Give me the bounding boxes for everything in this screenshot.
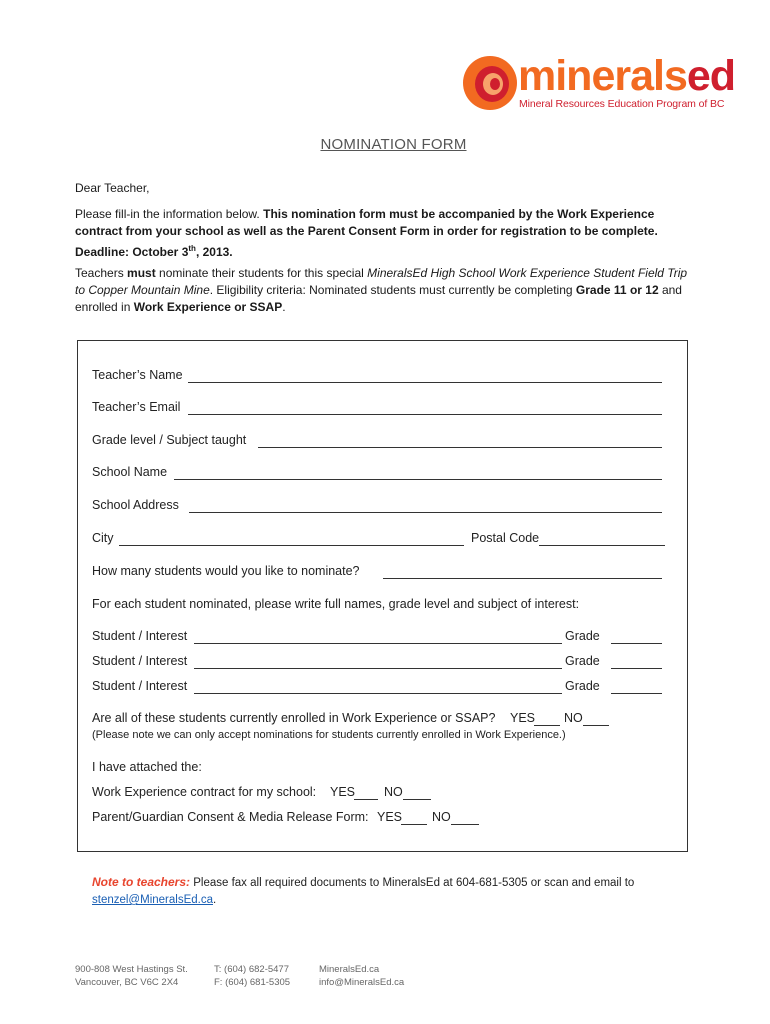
- footer-telephone: T: (604) 682-5477: [214, 964, 289, 975]
- enrolled-question: Are all of these students currently enrolled in Work Experience or SSAP?: [92, 711, 496, 725]
- criteria-paragraph: [75, 265, 700, 316]
- logo-wordmark: [518, 52, 735, 100]
- contract-label: Work Experience contract for my school:: [92, 785, 317, 799]
- intro-bold-end: , 2013.: [195, 245, 233, 259]
- teacher-email-label: Teacher’s Email: [92, 400, 181, 414]
- note-label: Note to teachers:: [92, 875, 191, 889]
- teacher-email-row: [92, 400, 662, 420]
- consent-row: [92, 810, 662, 830]
- contract-no-field[interactable]: [403, 798, 431, 800]
- grade-label: Grade: [565, 679, 600, 693]
- note-email-link[interactable]: stenzel@MineralsEd.ca: [92, 894, 213, 906]
- grade-subject-field[interactable]: [258, 446, 662, 448]
- teacher-name-field[interactable]: [188, 381, 662, 383]
- footer-email-link[interactable]: info@MineralsEd.ca: [319, 977, 405, 988]
- grade-label: Grade: [565, 654, 600, 668]
- city-row: [92, 531, 665, 551]
- consent-yes-field[interactable]: [401, 823, 427, 825]
- contract-yes-field[interactable]: [354, 798, 378, 800]
- enrolled-note: (Please note we can only accept nominations for students currently enrolled in Work Experience.): [92, 729, 566, 741]
- grade-subject-label: Grade level / Subject taught: [92, 433, 247, 447]
- consent-no-label: NO: [432, 810, 451, 824]
- student-label: Student / Interest: [92, 679, 188, 693]
- contract-yes-label: YES: [330, 785, 356, 799]
- teacher-name-label: Teacher’s Name: [92, 368, 183, 382]
- intro-plain: Please fill-in the information below.: [75, 207, 264, 221]
- how-many-label: How many students would you like to nominate?: [92, 564, 360, 578]
- city-field[interactable]: [119, 544, 464, 546]
- logo-tagline: Mineral Resources Education Program of BC: [519, 98, 725, 110]
- instruction-row: [92, 597, 662, 617]
- mineralsed-logo-icon: [462, 55, 518, 111]
- greeting: Dear Teacher,: [75, 181, 150, 195]
- postal-code-label: Postal Code: [471, 531, 540, 545]
- grade-label: Grade: [565, 629, 600, 643]
- student-label: Student / Interest: [92, 629, 188, 643]
- intro-paragraph: [75, 206, 700, 261]
- student-grade-field[interactable]: [611, 642, 662, 644]
- student-grade-field[interactable]: [611, 692, 662, 694]
- contract-row: [92, 785, 662, 805]
- intro-sup: th: [188, 244, 196, 253]
- criteria-text-1: Teachers: [75, 266, 128, 280]
- school-name-field[interactable]: [174, 478, 662, 480]
- student-row: [92, 629, 662, 649]
- criteria-text-2: nominate their students for this special: [155, 266, 368, 280]
- student-interest-field[interactable]: [194, 642, 562, 644]
- student-interest-field[interactable]: [194, 667, 562, 669]
- teacher-email-field[interactable]: [188, 413, 662, 415]
- school-address-row: [92, 498, 662, 518]
- student-row: [92, 679, 662, 699]
- note-end: .: [212, 894, 217, 906]
- school-address-label: School Address: [92, 498, 179, 512]
- teacher-note: [92, 874, 682, 909]
- postal-code-field[interactable]: [539, 544, 665, 546]
- footer-website-link[interactable]: MineralsEd.ca: [319, 964, 380, 975]
- criteria-bold-3: Work Experience or SSAP: [133, 300, 283, 314]
- school-name-row: [92, 465, 662, 485]
- how-many-row: [92, 564, 662, 584]
- enrolled-note-row: [92, 729, 662, 749]
- enrolled-yes-field[interactable]: [534, 724, 560, 726]
- footer-fax: F: (604) 681-5305: [214, 977, 291, 988]
- student-label: Student / Interest: [92, 654, 188, 668]
- criteria-text-3: . Eligibility criteria: Nominated students must currently be completing: [209, 283, 576, 297]
- criteria-text-5: .: [282, 300, 286, 314]
- note-text: Please fax all required documents to MineralsEd at 604-681-5305 or scan and email to: [190, 877, 635, 889]
- enrolled-yes-label: YES: [510, 711, 536, 725]
- student-instruction: For each student nominated, please write full names, grade level and subject of interest:: [92, 597, 580, 611]
- criteria-italic: MineralsEd High School Work Experience Student Field Trip to Copper Mountain Mine: [75, 266, 688, 297]
- enrolled-no-label: NO: [564, 711, 583, 725]
- footer-address-line2: Vancouver, BC V6C 2X4: [75, 977, 179, 988]
- contract-no-label: NO: [384, 785, 403, 799]
- footer-address-line1: 900-808 West Hastings St.: [75, 964, 188, 975]
- student-interest-field[interactable]: [194, 692, 562, 694]
- enrolled-no-field[interactable]: [583, 724, 609, 726]
- attached-row: [92, 760, 662, 780]
- criteria-bold-2: Grade 11 or 12: [575, 283, 659, 297]
- school-address-field[interactable]: [189, 511, 662, 513]
- city-label: City: [92, 531, 114, 545]
- teacher-name-row: [92, 368, 662, 388]
- school-name-label: School Name: [92, 465, 168, 479]
- page-title: NOMINATION FORM: [320, 136, 467, 153]
- grade-subject-row: [92, 433, 662, 453]
- student-grade-field[interactable]: [611, 667, 662, 669]
- how-many-field[interactable]: [383, 577, 662, 579]
- logo-word-main: minerals: [518, 52, 687, 100]
- enrolled-row: [92, 711, 662, 731]
- consent-no-field[interactable]: [451, 823, 479, 825]
- intro-bold: This nomination form must be accompanied by the Work Experience contract from your school as well as the Parent Consent Form in order for registration to be complete. Deadline: October 3: [75, 207, 658, 259]
- logo-word-accent: ed: [686, 52, 736, 100]
- criteria-bold-1: must: [127, 266, 156, 280]
- consent-yes-label: YES: [377, 810, 403, 824]
- consent-label: Parent/Guardian Consent & Media Release Form:: [92, 810, 369, 824]
- footer-address: [75, 963, 188, 989]
- criteria-text-4: and enrolled in: [75, 283, 682, 314]
- footer-phone: [214, 963, 290, 989]
- student-row: [92, 654, 662, 674]
- footer-web: [319, 963, 404, 989]
- attached-heading: I have attached the:: [92, 760, 202, 774]
